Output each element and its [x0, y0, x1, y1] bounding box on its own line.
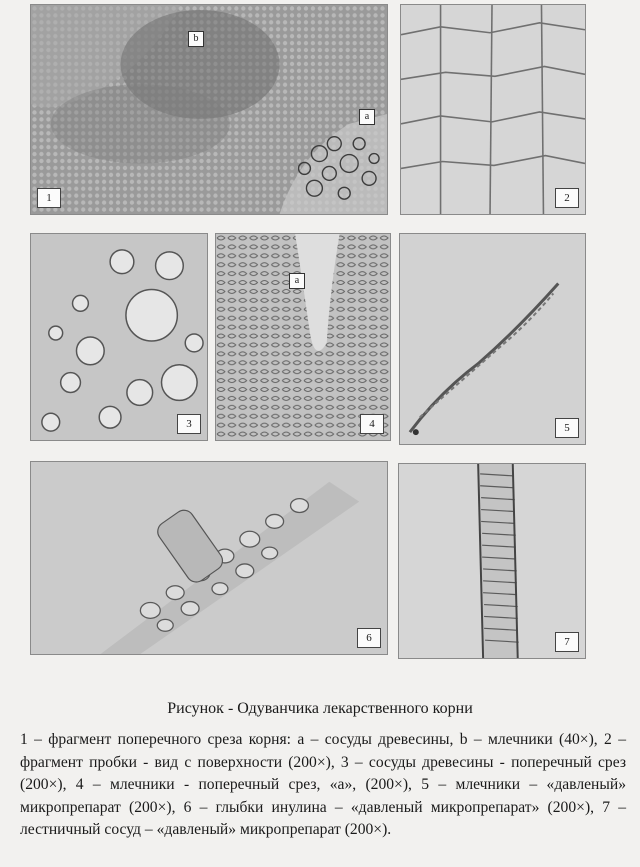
marker-a: a — [359, 109, 375, 125]
micrograph-1 — [30, 4, 388, 215]
panel-number: 6 — [357, 628, 381, 648]
micrograph-5 — [399, 233, 586, 445]
micrograph-2 — [400, 4, 586, 215]
micrograph-7-image — [399, 464, 585, 658]
micrograph-3 — [30, 233, 208, 441]
figure-title: Рисунок - Одуванчика лекарственного корни — [167, 700, 473, 717]
panel-number: 7 — [555, 632, 579, 652]
micrograph-4 — [215, 233, 391, 441]
marker-a: a — [289, 273, 305, 289]
micrograph-6-image — [31, 462, 387, 654]
panel-number: 5 — [555, 418, 579, 438]
panel-number: 3 — [177, 414, 201, 434]
panel-number: 2 — [555, 188, 579, 208]
panel-number: 1 — [37, 188, 61, 208]
micrograph-3-image — [31, 234, 207, 440]
micrograph-2-image — [401, 5, 585, 214]
micrograph-7 — [398, 463, 586, 659]
micrograph-6 — [30, 461, 388, 655]
micrograph-5-image — [400, 234, 585, 444]
figure-caption: 1 – фрагмент поперечного среза корня: a – сосуды древесины, b – млечники (40×), 2 – фрагмент пробки - вид с поверхности (200×), 3 – сосуды древесины - поперечный срез (200×), 4 – млечники - поперечный срез, «а», (200×), 5 – млечники – «давленый» микропрепарат (200×), 6 – глыбки инулина – «давленый микропрепарат» (200×), 7 – лестничный сосуд – «давленый» микропрепарат (200×). — [20, 731, 626, 839]
marker-b: b — [188, 31, 204, 47]
panel-number: 4 — [360, 414, 384, 434]
micrograph-4-image — [216, 234, 390, 440]
micrograph-1-image — [31, 5, 387, 214]
